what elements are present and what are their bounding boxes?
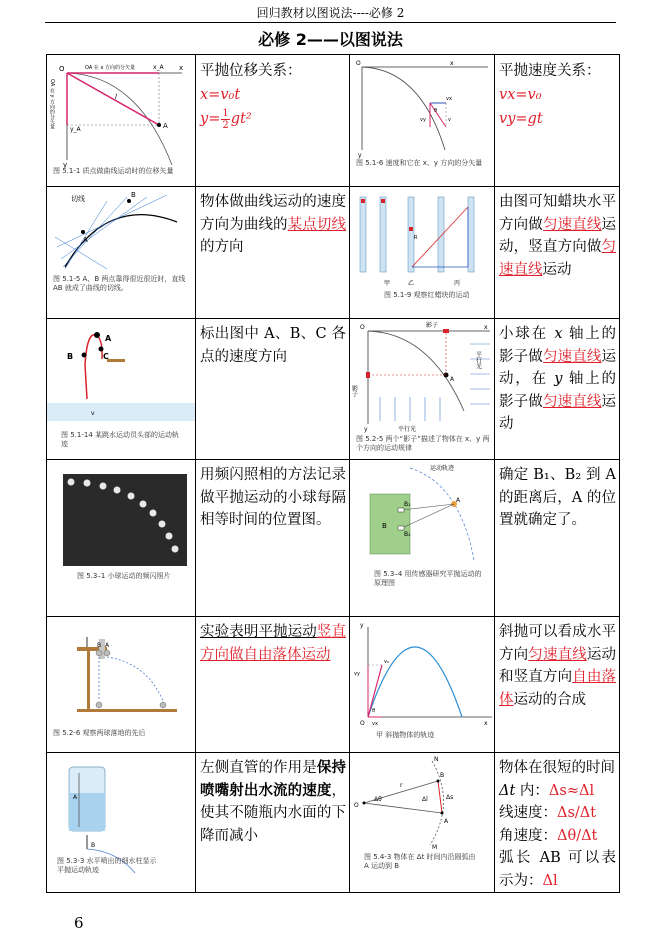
figure-caption: 图 5.2-6 观察两球落地的先后: [53, 729, 146, 737]
oblique-diagram: [350, 617, 494, 748]
sensor-text: 确定 B₁、B₂ 到 A 的距离后，A 的位置就确定了。: [499, 467, 616, 528]
answer-blank: 匀速直线: [542, 348, 602, 365]
eq-y-left: y=: [200, 111, 221, 127]
table-row: [47, 319, 620, 460]
xA-label: x_A: [153, 64, 164, 71]
y-axis-label: y: [364, 426, 368, 433]
oblique-text: [495, 617, 619, 711]
text-sensor-cell: [495, 460, 620, 617]
answer-blank: 匀速直线: [499, 239, 616, 278]
bottle-text: [196, 753, 349, 847]
text-part: 轴上的影子做: [499, 326, 617, 365]
v0-label: v₀: [384, 659, 389, 665]
bold-text: 保持喷嘴射出水流的速度: [200, 759, 347, 799]
label-jia: 甲: [384, 280, 391, 287]
text-line: [499, 780, 616, 803]
eq-x: x=v₀t: [200, 87, 241, 103]
text-part: 物体做曲线运动的速度方向为曲线的: [200, 194, 346, 233]
text-strobe-cell: [196, 460, 350, 617]
eq-y: [200, 107, 346, 131]
answer-blank: 某点切线: [287, 216, 347, 233]
answer-blank: 自由落体: [499, 669, 617, 708]
text-part: 运动，竖直方向做: [499, 216, 617, 255]
eq-vx: vx=v₀: [499, 87, 542, 103]
text-part: 内：: [519, 782, 549, 799]
eq-y-right: gt²: [230, 111, 252, 127]
header-rule: [45, 22, 616, 23]
text-velocity-cell: [495, 55, 620, 187]
tangent-label: 切线: [71, 195, 85, 203]
answer-blank: 匀速直线: [528, 646, 587, 663]
figure-caption: 图 5.1-5 A、B 两点靠得很近很近时，直线 AB 就成了曲线的切线。: [53, 275, 186, 292]
text-part: 角速度：: [499, 827, 557, 844]
twoball-text: [196, 617, 349, 666]
fraction-numerator: 1: [222, 107, 229, 119]
point-a-label: A: [83, 236, 88, 244]
text-part: 运动，在: [499, 348, 617, 387]
ball-b-label: B: [97, 642, 102, 649]
dt-symbol: Δt: [499, 782, 516, 799]
point-b-label: B: [131, 191, 136, 199]
fig-twoball-cell: [47, 617, 196, 753]
text-part: 轴上的影子做: [499, 371, 616, 410]
answer-blank: 匀速直线: [542, 216, 602, 233]
tangent-diagram: [47, 187, 195, 314]
figure-caption: 图 5.1-9 观察红蜡块的运动: [384, 291, 470, 299]
fig-tangent-cell: [47, 187, 196, 319]
text-part: 运动的合成: [513, 691, 586, 708]
y-axis-label: y: [63, 161, 68, 169]
answer-red: Δθ/Δt: [557, 827, 598, 844]
displacement-diagram: [47, 55, 195, 182]
theta-label: θ: [434, 108, 438, 114]
figure-caption: 图 5.1-6 速度和它在 x、y 方向的分矢量: [356, 159, 483, 167]
point-b-label: B: [440, 772, 445, 779]
vy-label: vy: [354, 671, 360, 677]
shadow-top-label: 影子: [426, 322, 439, 329]
answer-red: Δs≈Δl: [548, 782, 595, 799]
point-a-label: A: [456, 497, 461, 504]
figure-caption: 图 5.1-1 质点做曲线运动时的位移矢量: [53, 167, 174, 175]
b2-label: B₂: [404, 531, 411, 538]
ds-label: Δs: [446, 794, 454, 801]
figure-caption: 图 5.4-3 物体在 Δt 时间内沿圆弧由 A 运动到 B: [364, 853, 476, 870]
r-label: r: [400, 782, 403, 789]
track-label: 运动轨迹: [430, 465, 455, 472]
shadow-text: [495, 319, 619, 436]
fraction-denominator: 2: [222, 119, 229, 131]
text-part: 运动和竖直方向: [499, 646, 617, 685]
text-line: [499, 802, 616, 825]
strobe-text: 用频闪照相的方法记录做平抛运动的小球每隔相等时间的位置图。: [200, 467, 346, 528]
ox-component-label: OA 在 x 方向的分矢量: [85, 65, 135, 71]
fig-shadow-cell: [350, 319, 495, 460]
point-b-label: B: [91, 842, 96, 849]
eq-y-fraction: [221, 108, 229, 131]
figure-caption: 图 5.2-5 两个“影子”描述了物体在 x、y 两个方向的运动规律: [356, 435, 490, 452]
strobe-photo: [47, 460, 195, 612]
table-row: [47, 187, 620, 319]
figure-table: [46, 54, 620, 893]
text-part: 斜抛可以看成水平方向: [499, 624, 616, 663]
r-label: R: [414, 235, 418, 241]
figure-caption: 图 5.3-3 水平喷出的细水柱显示平抛运动轨迹: [57, 857, 157, 874]
origin-label: O: [59, 65, 65, 73]
label-bing: 丙: [454, 280, 461, 287]
point-a-label: A: [444, 818, 449, 825]
var-x: x: [554, 326, 563, 342]
vy-label: vy: [420, 117, 426, 123]
figure-caption: 图 5.1-14 某跳水运动员头部的运动轨迹: [61, 431, 180, 448]
fig-candle-cell: [350, 187, 495, 319]
text-part: 运动: [542, 261, 572, 278]
table-row: [47, 460, 620, 617]
text-arc-cell: [495, 753, 620, 893]
text-part: 运动: [499, 393, 617, 432]
velocity-title: 平抛速度关系：: [499, 63, 601, 79]
text-part: 小球在: [499, 326, 548, 342]
point-a-label: A: [163, 122, 168, 130]
text-shadow-cell: [495, 319, 620, 460]
text-diver-cell: [196, 319, 350, 460]
arc-text: [495, 753, 619, 892]
page-title: 必修 2——以图说法: [258, 30, 403, 49]
b1-label: B₁: [404, 501, 411, 508]
figure-caption: 图 5.3–1 小球运动的频闪照片: [77, 572, 171, 580]
text-oblique-cell: [495, 617, 620, 753]
point-m-label: M: [432, 844, 438, 851]
v-label: v: [91, 410, 95, 417]
running-header: 回归教材以图说法----必修 2: [256, 6, 405, 20]
fig-velocity-cell: [350, 55, 495, 187]
tangent-text: [196, 187, 349, 259]
origin-label: O: [360, 324, 365, 331]
parallel-light-right-label: 平行光: [474, 351, 482, 369]
point-a-label: A: [105, 334, 112, 343]
candle-text: [495, 187, 619, 281]
text-tangent-cell: [196, 187, 350, 319]
x-axis-label: x: [484, 324, 488, 331]
origin-label: O: [354, 802, 359, 809]
text-part: 线速度：: [499, 805, 557, 821]
answer-blank: 竖直方向做自由落体运动: [200, 624, 347, 663]
text-line: [499, 825, 616, 848]
ball-a-label: A: [105, 642, 110, 649]
displacement-title: 平抛位移关系：: [200, 63, 302, 79]
answer-blank: 匀速直线: [542, 393, 602, 410]
yA-label: y_A: [70, 126, 81, 133]
var-y: y: [554, 371, 563, 387]
fig-arc-cell: [350, 753, 495, 893]
figure-caption: 图 5.3–4 用传感器研究平抛运动的原理图: [374, 570, 482, 587]
origin-label: O: [360, 720, 365, 727]
text-line: 物体在很短的时间: [499, 760, 615, 776]
point-a-label: A: [450, 376, 455, 383]
text-part: 由图可知蜡块水平方向做: [499, 194, 616, 233]
parallel-light-bottom-label: 平行光: [398, 426, 417, 433]
dtheta-label: Δθ: [374, 796, 382, 803]
text-part: 左侧直管的作用是: [200, 760, 317, 776]
fig-oblique-cell: [350, 617, 495, 753]
x-axis-label: x: [484, 720, 488, 727]
label-yi: 乙: [408, 280, 415, 287]
text-part: 实验表明平抛运动: [200, 624, 317, 640]
fig-diver-cell: [47, 319, 196, 460]
point-b-label: B: [67, 352, 74, 361]
sensor-diagram: [350, 460, 494, 612]
text-bottle-cell: [196, 753, 350, 893]
text-part: 的方向: [200, 239, 244, 255]
table-row: [47, 55, 620, 187]
eq-vy: vy=gt: [499, 111, 543, 127]
table-row: [47, 753, 620, 893]
shadow-left-label: 影子: [350, 385, 358, 397]
text-line: [499, 847, 616, 892]
point-a-label: A: [73, 794, 78, 801]
text-displacement-cell: [196, 55, 350, 187]
oy-component-label: OA 在 y 方向的分矢量: [49, 79, 55, 129]
text-part: 弧长 AB 可以表示为：: [499, 850, 616, 889]
v-label: v: [448, 117, 451, 123]
text-part: ，使其不随瓶内水面的下降而减小: [200, 782, 346, 844]
fig-bottle-cell: [47, 753, 196, 893]
vx-label: vx: [372, 721, 378, 727]
diver-text: 标出图中 A、B、C 各点的速度方向: [200, 326, 346, 365]
point-n-label: N: [434, 756, 439, 763]
page-number: 6: [74, 914, 84, 932]
l-label: l: [115, 93, 117, 101]
origin-label: O: [356, 60, 361, 67]
fig-sensor-cell: [350, 460, 495, 617]
fig-displacement-cell: [47, 55, 196, 187]
vx-label: vx: [446, 96, 452, 102]
figure-caption: 甲 斜抛物体的轨迹: [376, 731, 435, 739]
text-twoball-cell: [196, 617, 350, 753]
table-row: [47, 617, 620, 753]
answer-red: Δl: [542, 872, 558, 889]
box-b-label: B: [382, 522, 387, 530]
text-candle-cell: [495, 187, 620, 319]
fig-strobe-cell: [47, 460, 196, 617]
point-c-label: C: [103, 352, 109, 361]
y-axis-label: y: [360, 622, 364, 629]
answer-red: Δs/Δt: [557, 805, 597, 821]
x-axis-label: x: [450, 60, 454, 67]
theta-label: θ: [372, 708, 376, 714]
x-axis-label: x: [179, 64, 184, 72]
dl-label: Δl: [422, 796, 428, 803]
y-axis-label: y: [358, 152, 362, 159]
